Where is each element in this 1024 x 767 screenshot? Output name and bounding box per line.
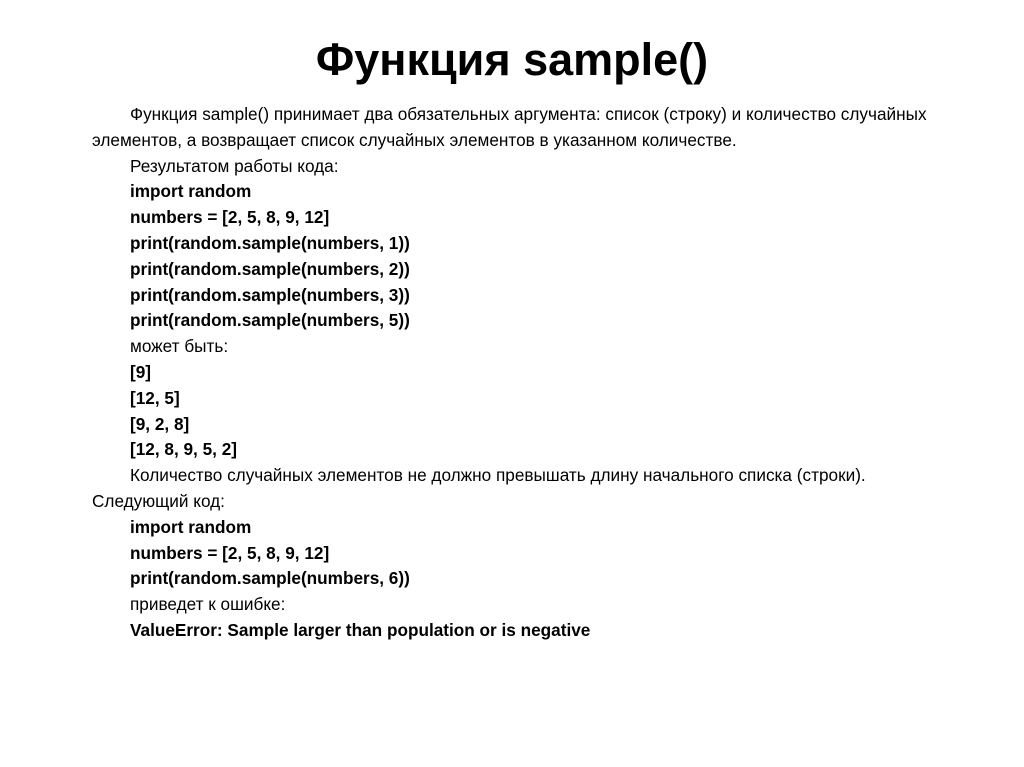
code-line: numbers = [2, 5, 8, 9, 12] xyxy=(130,207,330,228)
output-line: [12, 5] xyxy=(130,387,180,408)
code-line: import random xyxy=(130,516,252,537)
output-line: [9] xyxy=(130,361,152,382)
output-line: [9, 2, 8] xyxy=(130,413,190,434)
error-label: приведет к ошибке: xyxy=(130,594,286,615)
limit-note: Количество случайных элементов не должно превышать длину начального списка (строки). xyxy=(130,465,866,486)
code-line: import random xyxy=(130,181,252,202)
code-line: print(random.sample(numbers, 2)) xyxy=(130,258,410,279)
code-line: print(random.sample(numbers, 6)) xyxy=(130,568,410,589)
output-line: [12, 8, 9, 5, 2] xyxy=(130,439,238,460)
code-line: print(random.sample(numbers, 3)) xyxy=(130,284,410,305)
next-code-label: Следующий код: xyxy=(92,490,225,511)
slide-body xyxy=(92,102,982,644)
code-line: numbers = [2, 5, 8, 9, 12] xyxy=(130,542,330,563)
maybe-label: может быть: xyxy=(130,336,229,357)
intro-paragraph: Функция sample() принимает два обязательных аргумента: список (строку) и количество случайных элементов, а возвращает список случайных элементов в указанном количестве. xyxy=(92,104,927,150)
code-line: print(random.sample(numbers, 5)) xyxy=(130,310,410,331)
result-heading: Результатом работы кода: xyxy=(130,155,339,176)
slide-title: Функция sample() xyxy=(315,34,709,85)
error-message: ValueError: Sample larger than population or is negative xyxy=(130,619,591,640)
code-line: print(random.sample(numbers, 1)) xyxy=(130,232,410,253)
